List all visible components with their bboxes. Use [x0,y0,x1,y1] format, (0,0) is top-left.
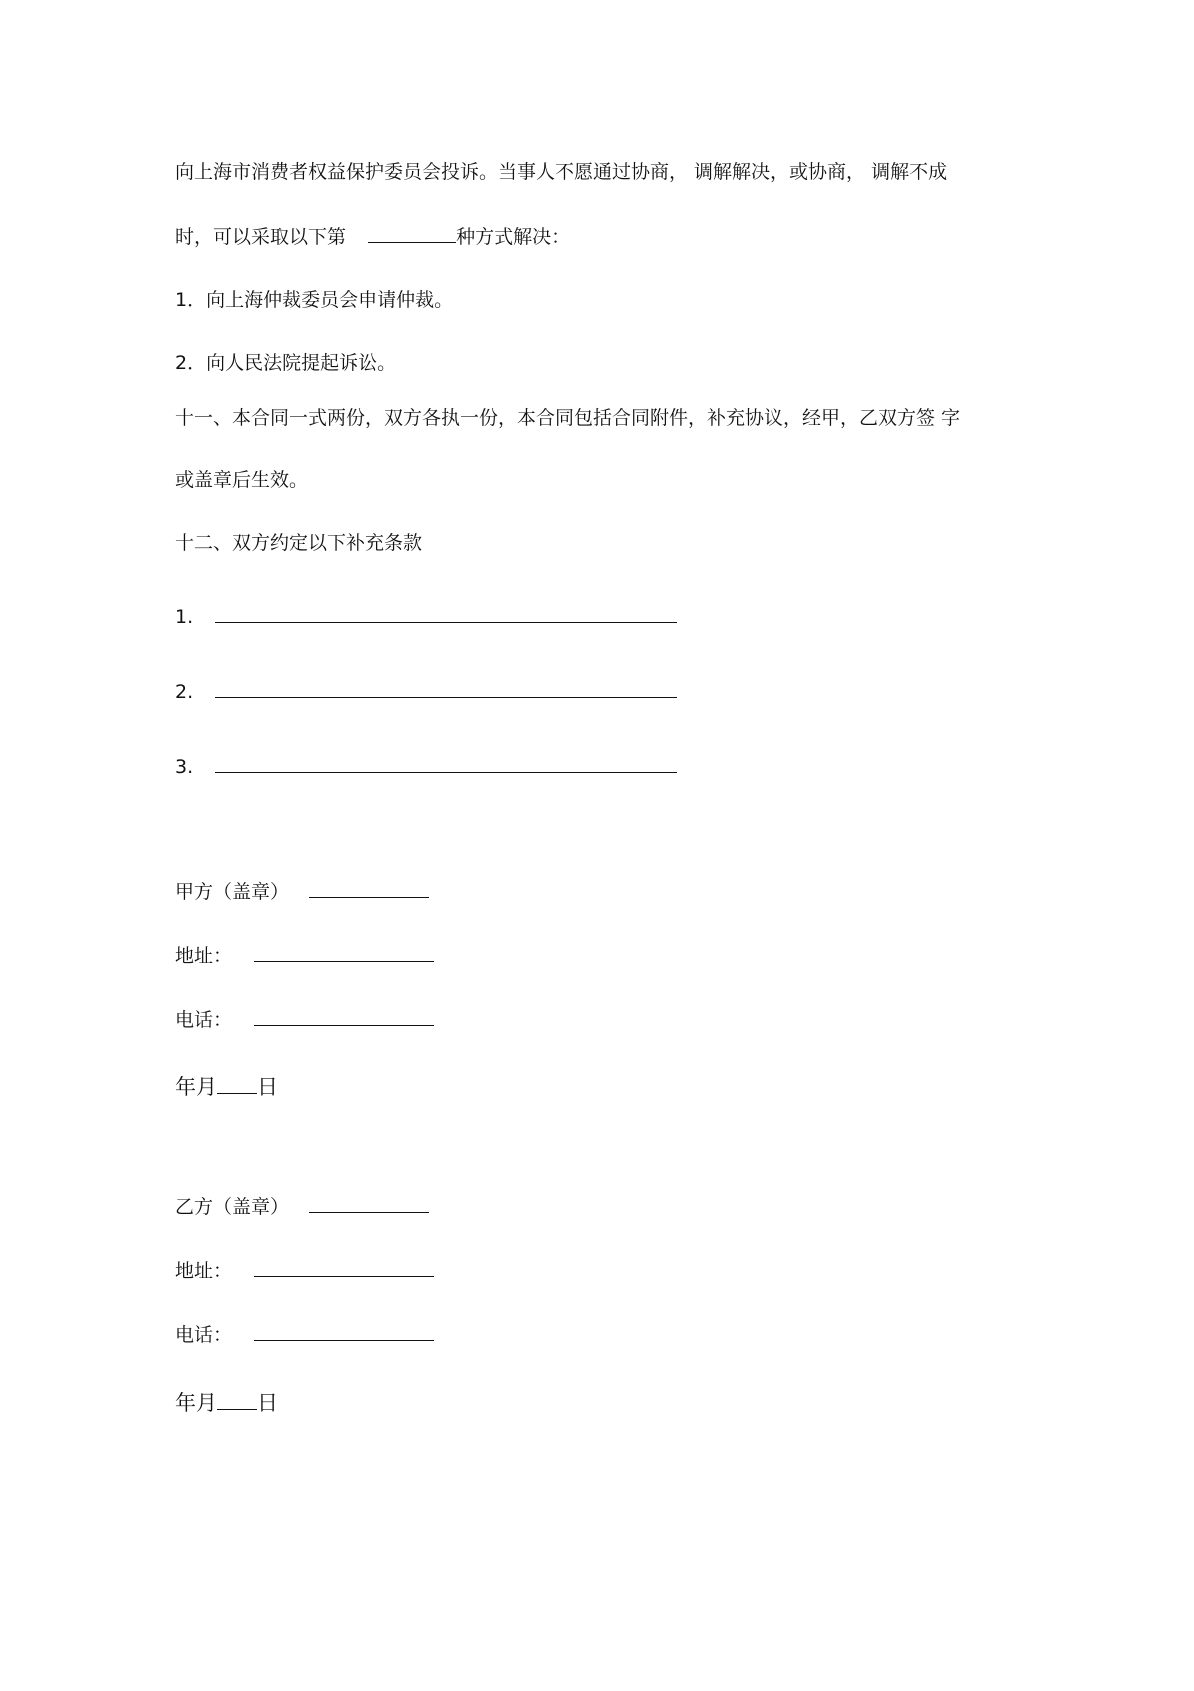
party-a-phone-row [175,1005,434,1033]
supplement-item-number: 3. [175,756,194,778]
party-b-phone-blank[interactable] [254,1320,434,1341]
supplement-item-2 [175,677,677,705]
party-a-address-row [175,941,434,969]
paragraph-line-2-after: 种方式解决： [456,226,571,248]
party-b-seal-row [175,1192,429,1220]
party-b-address-blank[interactable] [254,1256,434,1277]
party-a-seal-row [175,877,429,905]
party-a-date-row [175,1073,278,1100]
party-a-phone-blank[interactable] [254,1005,434,1026]
party-b-address-label: 地址： [175,1260,233,1282]
party-a-date-blank[interactable] [217,1073,257,1094]
paragraph-line-2-before: 时，可以采取以下第 [175,226,347,248]
party-b-seal-blank[interactable] [309,1192,429,1213]
supplement-item-blank[interactable] [215,677,677,698]
party-a-address-blank[interactable] [254,941,434,962]
party-b-address-row [175,1256,434,1284]
clause-12-heading: 十二、双方约定以下补充条款 [175,532,423,554]
paragraph-line-1: 向上海市消费者权益保护委员会投诉。当事人不愿通过协商， 调解解决，或协商， 调解不成 [175,161,948,183]
party-b-phone-row [175,1320,434,1348]
option-1: 1．向上海仲裁委员会申请仲裁。 [175,289,454,311]
party-a-address-label: 地址： [175,945,233,967]
party-a-phone-label: 电话： [175,1009,233,1031]
party-b-date-row [175,1389,278,1416]
paragraph-line-2 [175,222,570,250]
party-a-seal-blank[interactable] [309,877,429,898]
supplement-item-blank[interactable] [215,602,677,623]
supplement-item-blank[interactable] [215,752,677,773]
party-a-date-day: 日 [257,1075,278,1099]
supplement-item-3 [175,752,677,780]
clause-11-line-1: 十一、本合同一式两份，双方各执一份，本合同包括合同附件，补充协议，经甲，乙双方签 字 [175,407,961,429]
party-b-phone-label: 电话： [175,1324,233,1346]
option-2: 2．向人民法院提起诉讼。 [175,352,397,374]
supplement-item-number: 1. [175,606,194,628]
party-b-date-blank[interactable] [217,1389,257,1410]
party-a-date-year-month: 年月 [175,1075,217,1099]
party-b-date-year-month: 年月 [175,1391,217,1415]
method-number-blank[interactable] [368,222,456,243]
supplement-item-number: 2. [175,681,194,703]
clause-11-line-2: 或盖章后生效。 [175,469,309,491]
party-b-seal-label: 乙方（盖章） [175,1196,290,1218]
party-a-seal-label: 甲方（盖章） [175,881,290,903]
supplement-item-1 [175,602,677,630]
party-b-date-day: 日 [257,1391,278,1415]
